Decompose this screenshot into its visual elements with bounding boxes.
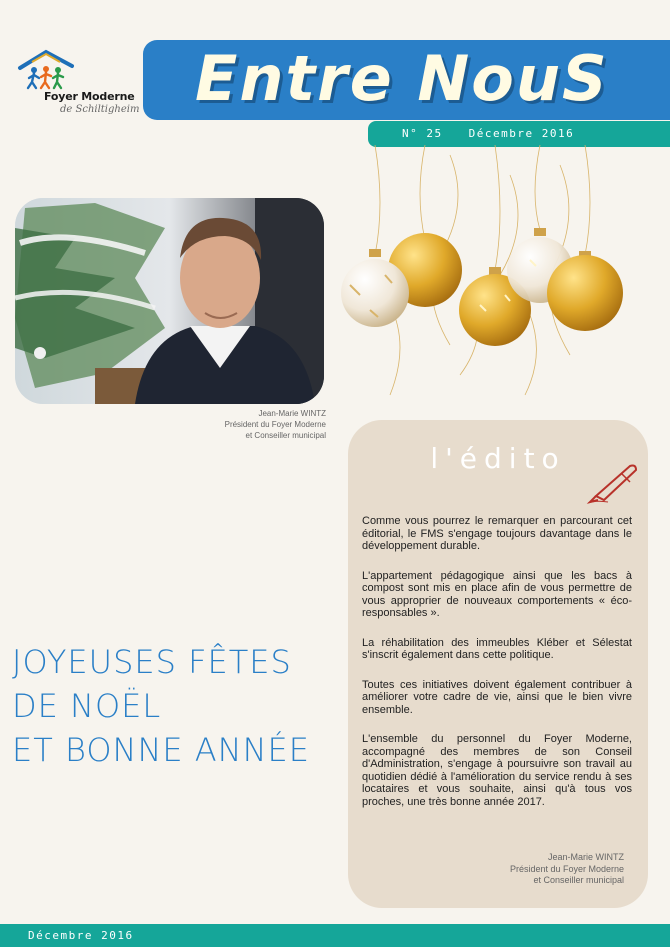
edito-body xyxy=(362,515,632,825)
christmas-ornaments xyxy=(330,145,630,415)
photo-caption xyxy=(150,408,326,441)
newsletter-title: Entre NouS xyxy=(195,42,609,115)
issue-date: Décembre 2016 xyxy=(468,127,575,140)
issue-number: N° 25 xyxy=(402,127,443,140)
logo-figures-icon xyxy=(12,48,142,92)
ornaments-image xyxy=(330,145,630,415)
greeting-line2: DE NOËL xyxy=(12,687,162,725)
caption-line2: et Conseiller municipal xyxy=(245,431,326,440)
greeting-line1: JOYEUSES FÊTES xyxy=(12,643,292,681)
edito-title: l'édito xyxy=(430,442,566,475)
edito-paragraph: Comme vous pourrez le remarquer en parcourant cet éditorial, le FMS s'engage toujours davantage dans le développement durable. xyxy=(362,515,632,552)
title-banner xyxy=(143,40,670,120)
foyer-moderne-logo[interactable] xyxy=(12,48,142,120)
signature-name: Jean-Marie WINTZ xyxy=(547,852,624,862)
portrait-image xyxy=(15,198,324,404)
footer-bar xyxy=(0,924,670,947)
greeting-line3: ET BONNE ANNÉE xyxy=(12,731,310,769)
signature-line2: et Conseiller municipal xyxy=(533,875,624,885)
logo-name: Foyer Moderne xyxy=(44,90,135,103)
footer-date: Décembre 2016 xyxy=(28,929,134,942)
edito-signature xyxy=(510,852,624,887)
edito-paragraph: Toutes ces initiatives doivent également contribuer à améliorer votre cadre de vie, ainsi que le bien vivre ensemble. xyxy=(362,678,632,716)
logo-subtitle: de Schiltigheim xyxy=(60,104,140,115)
fountain-pen-icon xyxy=(586,460,642,504)
issue-info xyxy=(402,127,600,140)
caption-name: Jean-Marie WINTZ xyxy=(258,409,326,418)
president-photo xyxy=(15,198,324,404)
edito-paragraph: La réhabilitation des immeubles Kléber et Sélestat s'inscrit également dans cette politique. xyxy=(362,636,632,661)
issue-bar xyxy=(368,121,670,147)
edito-paragraph: L'ensemble du personnel du Foyer Moderne, accompagné des membres de son Conseil d'Administration, s'engage à poursuivre son travail au quotidien dédié à l'amélioration du service rendu à ses locataires et vous souhaite, ainsi qu'à tous vos proches, une très bonne année 2017. xyxy=(362,733,632,808)
holiday-greeting xyxy=(12,640,310,772)
edito-paragraph: L'appartement pédagogique ainsi que les bacs à compost sont mis en place afin de vous permettre de vous approprier de nouveaux comportements « éco-responsables ». xyxy=(362,569,632,619)
caption-line1: Président du Foyer Moderne xyxy=(224,420,326,429)
signature-line1: Président du Foyer Moderne xyxy=(509,863,624,874)
edito-box xyxy=(348,420,648,908)
